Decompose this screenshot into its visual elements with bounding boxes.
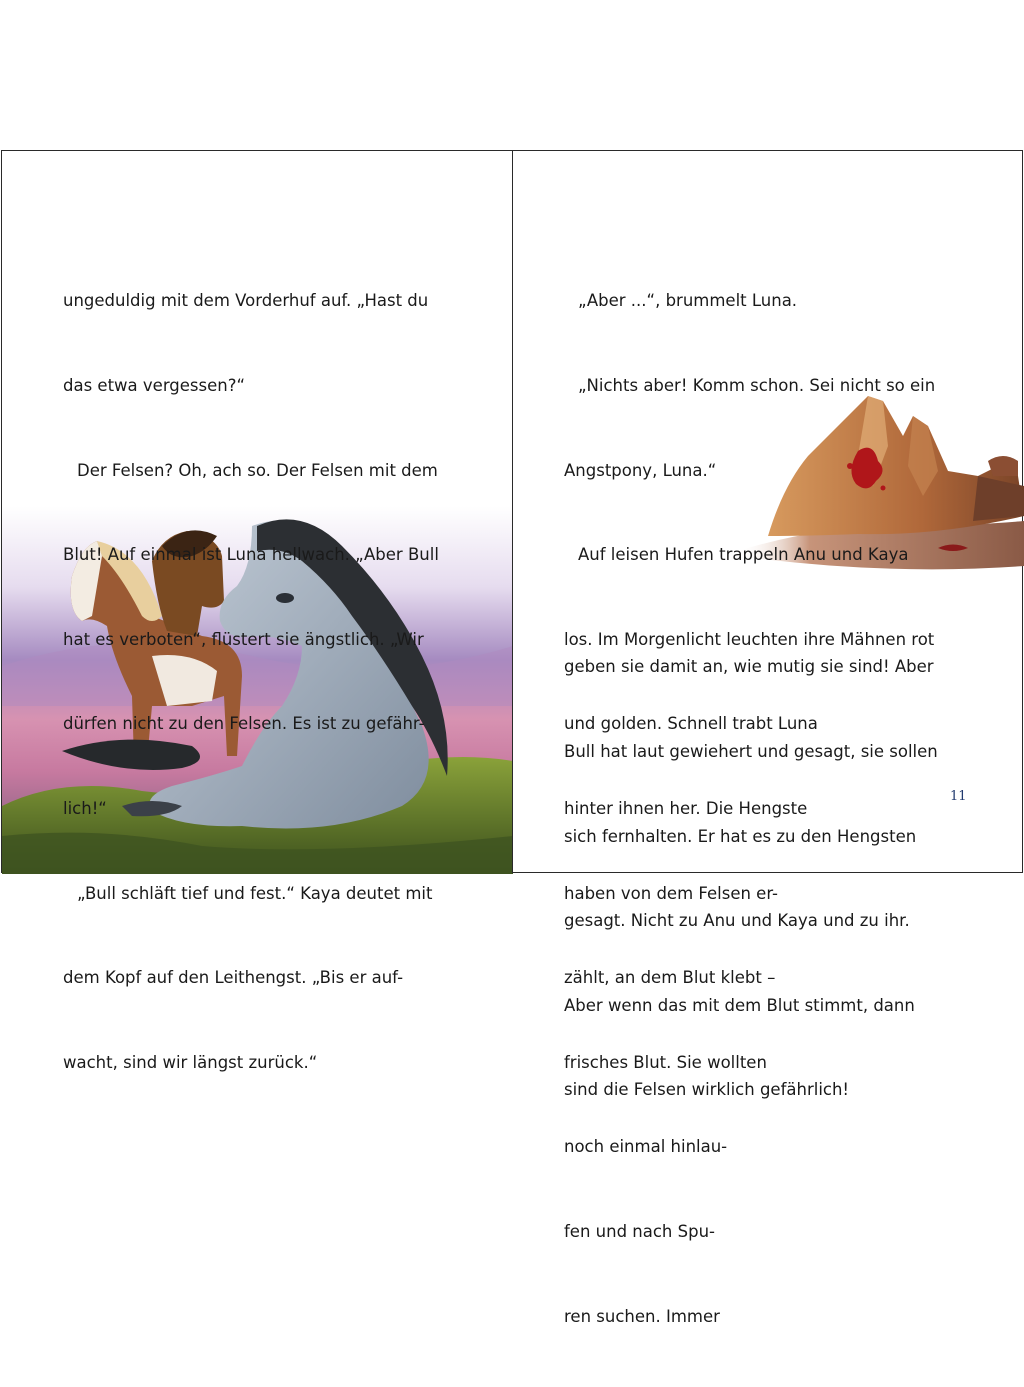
text-line: ungeduldig mit dem Vorderhuf auf. „Hast du [63,291,429,311]
left-page-text [63,231,439,1133]
text-line: dem Kopf auf den Leithengst. „Bis er auf- [63,968,404,988]
text-line: zählt, an dem Blut klebt – [564,968,776,988]
text-line: wacht, sind wir längst zurück.“ [63,1052,318,1072]
text-line: haben von dem Felsen er- [564,883,779,903]
text-line: Blut! Auf einmal ist Luna hellwach. „Aber Bull [63,545,439,565]
text-line: noch einmal hinlau- [564,1137,728,1157]
text-line: Bull hat laut gewiehert und gesagt, sie sollen [564,742,938,761]
text-line: „Bull schläft tief und fest.“ Kaya deutet mit [77,883,433,903]
text-line: lich!“ [63,798,107,818]
text-line: sich fernhalten. Er hat es zu den Hengsten [564,826,917,846]
text-line: hat es verboten“, flüstert sie ängstlich. „Wir [63,629,424,649]
text-line: gesagt. Nicht zu Anu und Kaya und zu ihr. [564,911,910,931]
text-line: „Nichts aber! Komm schon. Sei nicht so ein [578,376,936,395]
text-line: „Aber ...“, brummelt Luna. [578,291,798,311]
text-line: Angstpony, Luna.“ [564,460,717,480]
text-line: frisches Blut. Sie wollten [564,1052,767,1072]
left-book-page [1,150,513,1072]
text-line: das etwa vergessen?“ [63,376,246,395]
text-line: Aber wenn das mit dem Blut stimmt, dann [564,995,915,1015]
text-line: los. Im Morgenlicht leuchten ihre Mähnen rot [564,629,935,649]
text-line: dürfen nicht zu den Felsen. Es ist zu gefähr- [63,714,425,734]
text-line: Der Felsen? Oh, ach so. Der Felsen mit dem [77,460,438,480]
text-line: ren suchen. Immer [564,1306,720,1326]
text-line: fen und nach Spu- [564,1221,715,1241]
text-line: geben sie damit an, wie mutig sie sind! Aber [564,657,934,677]
right-book-page [512,150,1023,1326]
text-line: und golden. Schnell trabt Luna [564,714,818,734]
text-line: hinter ihnen her. Die Hengste [564,798,808,818]
right-page-text-bottom [564,597,938,1161]
text-line: sind die Felsen wirklich gefährlich! [564,1080,850,1100]
page-number: 11 [950,789,967,804]
text-line: Auf leisen Hufen trappeln Anu und Kaya [578,545,909,565]
